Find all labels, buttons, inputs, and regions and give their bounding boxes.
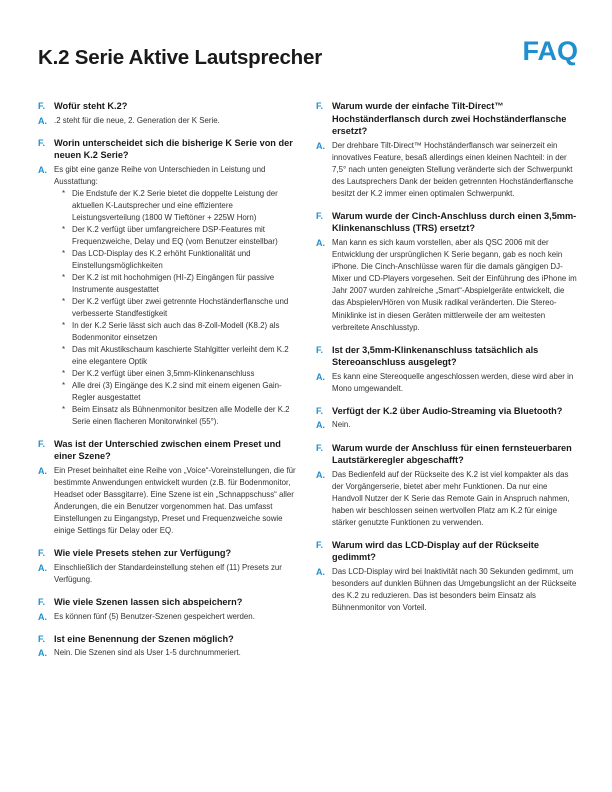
- question-row: [316, 405, 578, 418]
- bullet-text: Beim Einsatz als Bühnenmonitor besitzen alle Modelle der K.2 Serie einen flacheren Monitorwinkel (55°).: [72, 404, 290, 426]
- faq-item: [316, 442, 578, 529]
- answer-text: Es gibt eine ganze Reihe von Unterschieden in Leistung und Ausstattung:: [54, 164, 266, 186]
- question-row: [38, 633, 300, 646]
- question-marker: F.: [316, 405, 324, 416]
- faq-item: [38, 100, 300, 127]
- question-marker: F.: [316, 210, 324, 221]
- question-marker: F.: [38, 597, 46, 608]
- answer-row: [316, 371, 578, 395]
- answer-text: Der drehbare Tilt-Direct™ Hochständerflansch war seinerzeit ein innovatives Feature, besaß allerdings einen kleinen Nachteil: in der 7,5° nach unten geneigten Stellung veränderte sich der Schwerpunkt des Lautsprechers Dank der beiden getrennten Hochständerflansche besitzt der K.2 immer einen optimalen Schwerpunkt.: [332, 140, 574, 198]
- bullet-list: [54, 188, 300, 428]
- bullet-text: Der K.2 verfügt über einen 3,5mm-Klinkenanschluss: [72, 368, 255, 378]
- question-row: [316, 442, 578, 467]
- bullet-marker: *: [62, 320, 66, 330]
- question-marker: F.: [38, 548, 46, 559]
- question-text: Ist eine Benennung der Szenen möglich?: [54, 633, 234, 644]
- faq-item: [316, 210, 578, 334]
- answer-marker: A.: [38, 465, 47, 476]
- faq-item: [316, 405, 578, 432]
- faq-item: [316, 100, 578, 200]
- question-row: [316, 100, 578, 138]
- faq-item: [316, 539, 578, 614]
- answer-body: [54, 164, 300, 428]
- bullet-marker: *: [62, 248, 66, 258]
- answer-text: Das Bedienfeld auf der Rückseite des K.2 ist viel kompakter als das der Vorgängerserie, bietet aber mehr Funktionen. Da nur eine Handvoll Nutzer der K Serie das Remote Gain in Anspruch nahmen, haben wir beschlossen seinen wertvollen Platz am K.2 für einige stärker genutzte Funktionen zu verwenden.: [332, 469, 570, 527]
- question-marker: F.: [38, 438, 46, 449]
- answer-marker: A.: [38, 562, 47, 573]
- question-row: [316, 344, 578, 369]
- question-marker: F.: [38, 101, 46, 111]
- answer-body: [332, 419, 350, 431]
- answer-body: [54, 611, 255, 623]
- answer-marker: A.: [316, 420, 325, 431]
- bullet-item: [62, 404, 300, 428]
- answer-marker: A.: [316, 371, 325, 382]
- question-row: [38, 100, 300, 113]
- faq-item: [38, 438, 300, 538]
- answer-row: [38, 611, 300, 623]
- question-marker: F.: [316, 101, 324, 111]
- answer-row: [316, 566, 578, 614]
- bullet-item: [62, 368, 300, 380]
- question-row: [316, 539, 578, 564]
- question-text: Warum wurde der einfache Tilt-Direct™ Hochständerflansch durch zwei Hochständerflansche ersetzt?: [332, 101, 567, 136]
- bullet-text: Der K.2 verfügt über zwei getrennte Hochständerflansche und verbesserte Standfestigkeit: [72, 296, 289, 318]
- answer-body: [332, 566, 578, 614]
- bullet-item: [62, 272, 300, 296]
- question-row: [38, 547, 300, 560]
- bullet-item: [62, 344, 300, 368]
- faq-item: [38, 633, 300, 660]
- answer-row: [316, 469, 578, 529]
- answer-text: Es können fünf (5) Benutzer-Szenen gespeichert werden.: [54, 611, 255, 621]
- faq-item: [38, 596, 300, 623]
- bullet-marker: *: [62, 272, 66, 282]
- answer-text: Ein Preset beinhaltet eine Reihe von „Voice“-Voreinstellungen, die für bestimmte Anwendungen entwickelt wurden (z.B. für Bodenmonitor, Headset oder Bassgitarre). Eine Szene ist ein „Schnappschuss“ aller Änderungen, die ein Benutzer vorgenommen hat. Das umfasst Einstellungen zu Eingangstyp, Preset und Frequenzweiche sowie einige Settings für Delay oder EQ.: [54, 465, 296, 536]
- question-marker: F.: [38, 137, 46, 148]
- question-text: Wofür steht K.2?: [54, 101, 128, 111]
- bullet-text: Der K.2 verfügt über umfangreichere DSP-Features mit Frequenzweiche, Delay und EQ (vom Benutzer einstellbar): [72, 224, 278, 246]
- answer-marker: A.: [316, 237, 325, 248]
- answer-text: Das LCD-Display wird bei Inaktivität nach 30 Sekunden gedimmt, um besonders auf dunklen Bühnen das Umgebungslicht an der Rückseite des K.2 zu reduzieren. Das ist besonders beim Einsatz als Bühnenmonitor von Vorteil.: [332, 566, 577, 613]
- faq-item: [38, 547, 300, 586]
- bullet-marker: *: [62, 404, 66, 414]
- bullet-marker: *: [62, 368, 66, 378]
- answer-marker: A.: [38, 164, 47, 175]
- answer-body: [332, 140, 578, 200]
- question-text: Wie viele Presets stehen zur Verfügung?: [54, 548, 232, 559]
- bullet-item: [62, 296, 300, 320]
- answer-body: [54, 647, 241, 659]
- question-marker: F.: [38, 633, 46, 644]
- answer-text: Einschließlich der Standardeinstellung stehen elf (11) Presets zur Verfügung.: [54, 562, 282, 584]
- answer-row: [38, 164, 300, 428]
- answer-body: [332, 371, 578, 395]
- bullet-item: [62, 188, 300, 224]
- answer-marker: A.: [316, 566, 325, 577]
- bullet-item: [62, 248, 300, 272]
- answer-body: [332, 237, 578, 334]
- bullet-item: [62, 380, 300, 404]
- faq-item: [316, 344, 578, 395]
- answer-row: [38, 562, 300, 586]
- faq-item: [38, 137, 300, 428]
- question-marker: F.: [316, 344, 324, 355]
- question-text: Warum wurde der Cinch-Anschluss durch einen 3,5mm-Klinkenanschluss (TRS) ersetzt?: [332, 210, 577, 234]
- left-column: [38, 100, 300, 669]
- answer-text: Man kann es sich kaum vorstellen, aber als QSC 2006 mit der Entwicklung der ursprünglichen K Serie begann, gab es noch kein iPhone. Die Cinch-Anschlüsse waren für die damals gängigen DJ-Mixer und CD-Players vorgesehen. Seit der Einführung des iPhone im Jahr 2007 wurden zahlreiche „Smart“-Abspielgeräte entwickelt, die das Abspielen/Hören von Musik radikal veränderten. Die Stereo-Miniklinke ist in diesen Geräten mittlerweile der am weitesten verbreitete Anschlusstyp.: [332, 237, 577, 332]
- answer-body: [54, 115, 220, 127]
- answer-marker: A.: [316, 469, 325, 480]
- answer-text: .2 steht für die neue, 2. Generation der K Serie.: [54, 115, 220, 125]
- answer-row: [316, 140, 578, 200]
- faq-label: FAQ: [522, 36, 578, 66]
- question-row: [316, 210, 578, 235]
- answer-marker: A.: [38, 648, 47, 659]
- question-text: Warum wurde der Anschluss für einen fernsteuerbaren Lautstärkeregler abgeschafft?: [332, 442, 572, 465]
- answer-body: [332, 469, 578, 529]
- bullet-item: [62, 224, 300, 248]
- bullet-marker: *: [62, 224, 66, 234]
- answer-row: [38, 465, 300, 538]
- bullet-marker: *: [62, 296, 66, 306]
- question-text: Wie viele Szenen lassen sich abspeichern?: [54, 597, 243, 608]
- answer-marker: A.: [316, 140, 325, 151]
- bullet-text: Das LCD-Display des K.2 erhöht Funktionalität und Einstellungsmöglichkeiten: [72, 248, 251, 270]
- page-title: K.2 Serie Aktive Lautsprecher: [38, 46, 322, 69]
- question-row: [38, 438, 300, 463]
- right-column: [316, 100, 578, 624]
- bullet-marker: *: [62, 188, 66, 198]
- answer-body: [54, 562, 300, 586]
- answer-row: [38, 115, 300, 127]
- answer-row: [316, 419, 578, 431]
- question-text: Was ist der Unterschied zwischen einem Preset und einer Szene?: [54, 438, 281, 462]
- bullet-marker: *: [62, 380, 66, 390]
- question-text: Warum wird das LCD-Display auf der Rückseite gedimmt?: [332, 539, 539, 563]
- answer-marker: A.: [38, 115, 47, 126]
- bullet-item: [62, 320, 300, 344]
- bullet-text: Die Endstufe der K.2 Serie bietet die doppelte Leistung der aktuellen K-Lautsprecher und eine effizientere Leistungsverteilung (1800 W Tieftöner + 225W Horn): [72, 188, 278, 222]
- question-text: Worin unterscheidet sich die bisherige K Serie von der neuen K.2 Serie?: [54, 137, 293, 161]
- answer-body: [54, 465, 300, 538]
- page-header: [38, 38, 578, 78]
- question-marker: F.: [316, 442, 324, 453]
- answer-row: [38, 647, 300, 659]
- bullet-marker: *: [62, 344, 66, 354]
- answer-text: Nein. Die Szenen sind als User 1-5 durchnummeriert.: [54, 648, 241, 658]
- answer-text: Es kann eine Stereoquelle angeschlossen werden, diese wird aber in Mono umgewandelt.: [332, 371, 574, 393]
- answer-marker: A.: [38, 611, 47, 622]
- question-row: [38, 596, 300, 609]
- answer-text: Nein.: [332, 420, 351, 430]
- question-text: Verfügt der K.2 über Audio-Streaming via Bluetooth?: [332, 405, 563, 416]
- question-text: Ist der 3,5mm-Klinkenanschluss tatsächlich als Stereoanschluss ausgelegt?: [332, 344, 539, 368]
- question-marker: F.: [316, 539, 324, 550]
- answer-row: [316, 237, 578, 334]
- bullet-text: Der K.2 ist mit hochohmigen (HI-Z) Eingängen für passive Instrumente ausgestattet: [72, 272, 275, 294]
- question-row: [38, 137, 300, 162]
- bullet-text: In der K.2 Serie lässt sich auch das 8-Zoll-Modell (K8.2) als Bodenmonitor einsetzen: [72, 320, 280, 342]
- bullet-text: Alle drei (3) Eingänge des K.2 sind mit einem eigenen Gain-Regler ausgestattet: [72, 380, 282, 402]
- bullet-text: Das mit Akustikschaum kaschierte Stahlgitter verleiht dem K.2 eine elegantere Optik: [72, 344, 289, 366]
